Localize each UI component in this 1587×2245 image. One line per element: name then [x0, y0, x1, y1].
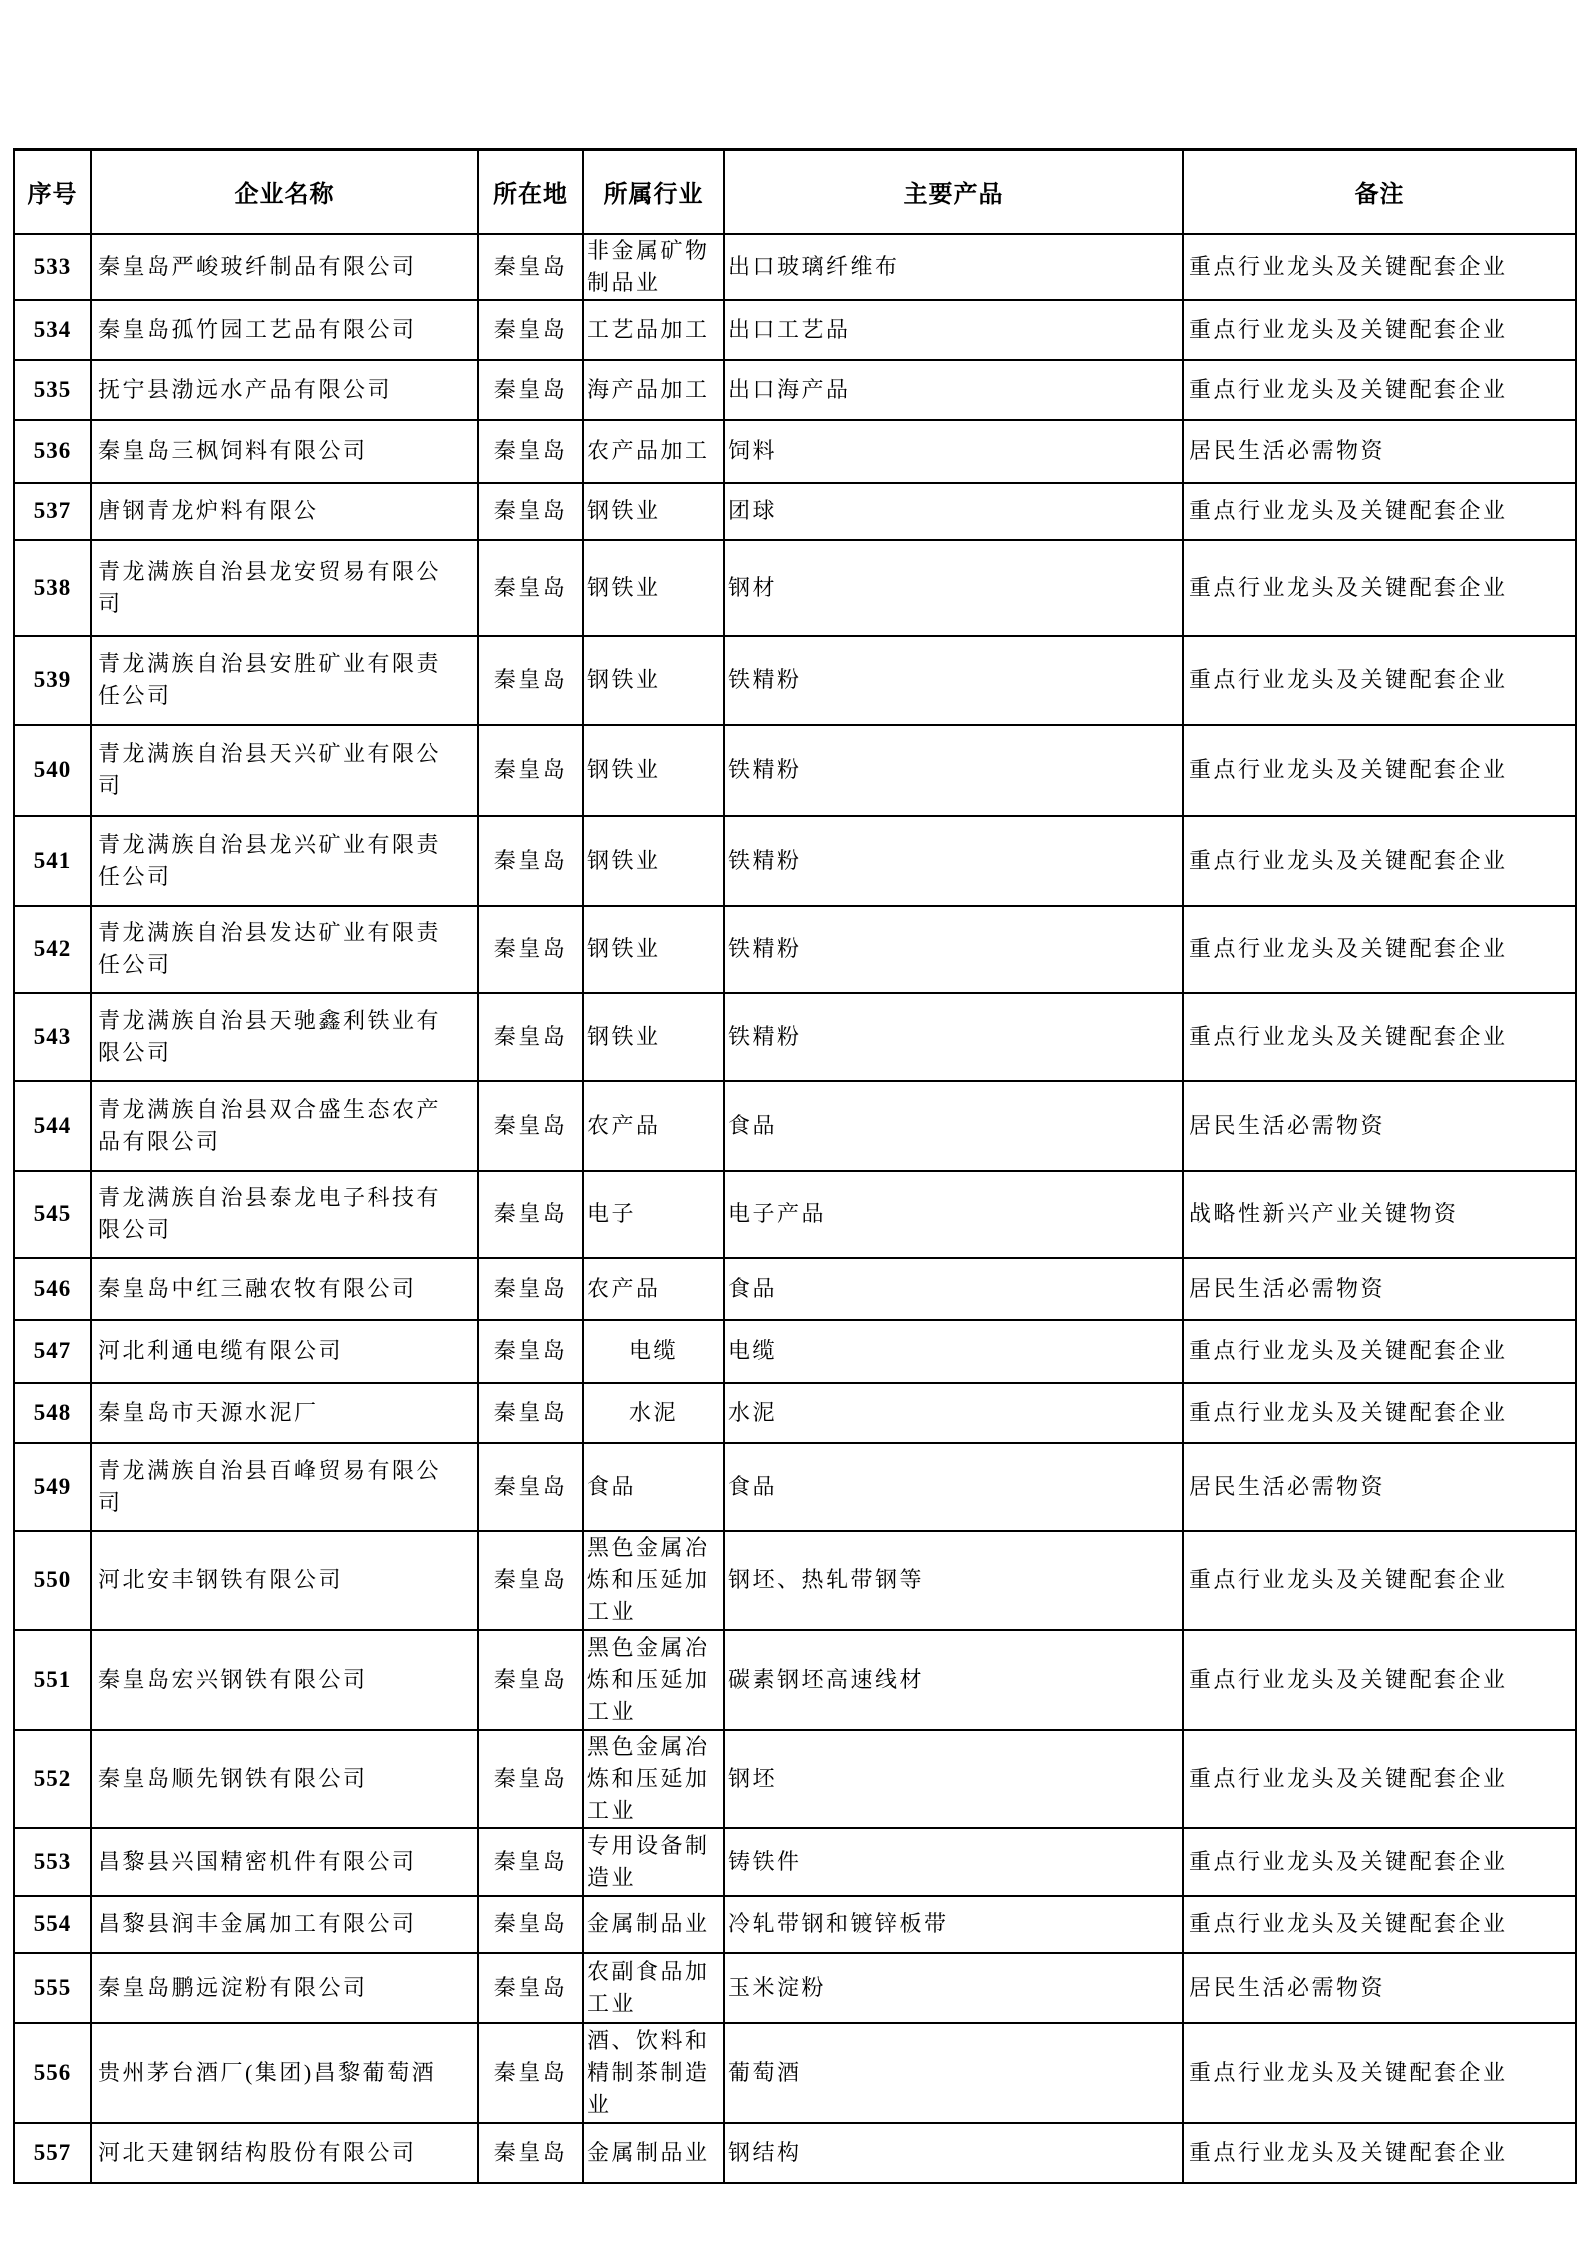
serial-cell: 537: [14, 483, 91, 540]
industry-cell: 电子: [583, 1171, 724, 1258]
industry-cell: 工艺品加工: [583, 300, 724, 360]
industry-cell: 酒、饮料和精制茶制造业: [583, 2023, 724, 2123]
company-name-cell: 河北天建钢结构股份有限公司: [91, 2123, 478, 2183]
remark-cell: 重点行业龙头及关键配套企业: [1183, 993, 1576, 1081]
table-row: [14, 1953, 1576, 2023]
location-cell: 秦皇岛: [478, 540, 583, 636]
products-cell: 钢结构: [724, 2123, 1183, 2183]
serial-cell: 534: [14, 300, 91, 360]
remark-cell: 重点行业龙头及关键配套企业: [1183, 2023, 1576, 2123]
company-name-cell: 青龙满族自治县发达矿业有限责任公司: [91, 906, 478, 993]
products-cell: 铁精粉: [724, 725, 1183, 816]
industry-cell: 非金属矿物制品业: [583, 234, 724, 300]
products-cell: 碳素钢坯高速线材: [724, 1630, 1183, 1730]
location-cell: 秦皇岛: [478, 1730, 583, 1828]
serial-cell: 542: [14, 906, 91, 993]
location-cell: 秦皇岛: [478, 1630, 583, 1730]
serial-cell: 549: [14, 1443, 91, 1531]
table-row: [14, 420, 1576, 483]
table-row: [14, 1443, 1576, 1531]
company-name-cell: 青龙满族自治县安胜矿业有限责任公司: [91, 636, 478, 725]
table-row: [14, 2123, 1576, 2183]
serial-cell: 556: [14, 2023, 91, 2123]
remark-cell: 重点行业龙头及关键配套企业: [1183, 540, 1576, 636]
serial-cell: 557: [14, 2123, 91, 2183]
serial-cell: 544: [14, 1081, 91, 1171]
location-cell: 秦皇岛: [478, 725, 583, 816]
enterprise-table: [13, 148, 1577, 2184]
location-cell: 秦皇岛: [478, 816, 583, 906]
location-cell: 秦皇岛: [478, 1443, 583, 1531]
company-name-cell: 秦皇岛市天源水泥厂: [91, 1383, 478, 1443]
products-cell: 玉米淀粉: [724, 1953, 1183, 2023]
table-row: [14, 1730, 1576, 1828]
products-cell: 铁精粉: [724, 816, 1183, 906]
remark-cell: 重点行业龙头及关键配套企业: [1183, 360, 1576, 420]
products-cell: 饲料: [724, 420, 1183, 483]
industry-cell: 金属制品业: [583, 2123, 724, 2183]
products-cell: 食品: [724, 1081, 1183, 1171]
location-cell: 秦皇岛: [478, 1531, 583, 1630]
remark-cell: 重点行业龙头及关键配套企业: [1183, 636, 1576, 725]
industry-cell: 金属制品业: [583, 1896, 724, 1953]
remark-cell: 重点行业龙头及关键配套企业: [1183, 906, 1576, 993]
products-cell: 铁精粉: [724, 906, 1183, 993]
table-row: [14, 993, 1576, 1081]
remark-cell: 重点行业龙头及关键配套企业: [1183, 1730, 1576, 1828]
table-row: [14, 725, 1576, 816]
industry-cell: 海产品加工: [583, 360, 724, 420]
table-row: [14, 1171, 1576, 1258]
company-name-cell: 青龙满族自治县天驰鑫利铁业有限公司: [91, 993, 478, 1081]
products-cell: 水泥: [724, 1383, 1183, 1443]
company-name-cell: 秦皇岛孤竹园工艺品有限公司: [91, 300, 478, 360]
serial-cell: 547: [14, 1320, 91, 1383]
products-cell: 钢坯: [724, 1730, 1183, 1828]
company-name-cell: 青龙满族自治县百峰贸易有限公司: [91, 1443, 478, 1531]
company-name-cell: 唐钢青龙炉料有限公: [91, 483, 478, 540]
products-cell: 葡萄酒: [724, 2023, 1183, 2123]
location-cell: 秦皇岛: [478, 300, 583, 360]
table-row: [14, 1320, 1576, 1383]
header-remark: 备注: [1183, 150, 1576, 234]
table-row: [14, 636, 1576, 725]
location-cell: 秦皇岛: [478, 1953, 583, 2023]
location-cell: 秦皇岛: [478, 483, 583, 540]
location-cell: 秦皇岛: [478, 1383, 583, 1443]
table-row: [14, 906, 1576, 993]
location-cell: 秦皇岛: [478, 906, 583, 993]
products-cell: 食品: [724, 1258, 1183, 1320]
table-row: [14, 1383, 1576, 1443]
location-cell: 秦皇岛: [478, 1320, 583, 1383]
industry-cell: 农产品: [583, 1258, 724, 1320]
remark-cell: 重点行业龙头及关键配套企业: [1183, 1630, 1576, 1730]
serial-cell: 535: [14, 360, 91, 420]
serial-cell: 551: [14, 1630, 91, 1730]
industry-cell: 钢铁业: [583, 725, 724, 816]
company-name-cell: 秦皇岛鹏远淀粉有限公司: [91, 1953, 478, 2023]
remark-cell: 重点行业龙头及关键配套企业: [1183, 300, 1576, 360]
remark-cell: 居民生活必需物资: [1183, 1258, 1576, 1320]
table-row: [14, 1896, 1576, 1953]
industry-cell: 农产品: [583, 1081, 724, 1171]
industry-cell: 钢铁业: [583, 540, 724, 636]
company-name-cell: 青龙满族自治县泰龙电子科技有限公司: [91, 1171, 478, 1258]
products-cell: 钢坯、热轧带钢等: [724, 1531, 1183, 1630]
industry-cell: 黑色金属冶炼和压延加工业: [583, 1531, 724, 1630]
serial-cell: 553: [14, 1828, 91, 1896]
remark-cell: 重点行业龙头及关键配套企业: [1183, 725, 1576, 816]
remark-cell: 居民生活必需物资: [1183, 1081, 1576, 1171]
company-name-cell: 河北安丰钢铁有限公司: [91, 1531, 478, 1630]
industry-cell: 农副食品加工业: [583, 1953, 724, 2023]
serial-cell: 545: [14, 1171, 91, 1258]
industry-cell: 钢铁业: [583, 906, 724, 993]
table-row: [14, 1531, 1576, 1630]
company-name-cell: 青龙满族自治县龙兴矿业有限责任公司: [91, 816, 478, 906]
company-name-cell: 秦皇岛严峻玻纤制品有限公司: [91, 234, 478, 300]
company-name-cell: 贵州茅台酒厂(集团)昌黎葡萄酒: [91, 2023, 478, 2123]
header-industry: 所属行业: [583, 150, 724, 234]
products-cell: 冷轧带钢和镀锌板带: [724, 1896, 1183, 1953]
header-serial: 序号: [14, 150, 91, 234]
remark-cell: 重点行业龙头及关键配套企业: [1183, 1828, 1576, 1896]
remark-cell: 居民生活必需物资: [1183, 1953, 1576, 2023]
serial-cell: 554: [14, 1896, 91, 1953]
table-row: [14, 540, 1576, 636]
table-row: [14, 1630, 1576, 1730]
remark-cell: 重点行业龙头及关键配套企业: [1183, 1320, 1576, 1383]
industry-cell: 黑色金属冶炼和压延加工业: [583, 1730, 724, 1828]
company-name-cell: 抚宁县渤远水产品有限公司: [91, 360, 478, 420]
serial-cell: 552: [14, 1730, 91, 1828]
serial-cell: 538: [14, 540, 91, 636]
industry-cell: 专用设备制造业: [583, 1828, 724, 1896]
industry-cell: 钢铁业: [583, 816, 724, 906]
industry-cell: 黑色金属冶炼和压延加工业: [583, 1630, 724, 1730]
table-row: [14, 1828, 1576, 1896]
products-cell: 铸铁件: [724, 1828, 1183, 1896]
company-name-cell: 秦皇岛宏兴钢铁有限公司: [91, 1630, 478, 1730]
header-location: 所在地: [478, 150, 583, 234]
table-row: [14, 234, 1576, 300]
products-cell: 电缆: [724, 1320, 1183, 1383]
industry-cell: 钢铁业: [583, 993, 724, 1081]
remark-cell: 重点行业龙头及关键配套企业: [1183, 483, 1576, 540]
serial-cell: 543: [14, 993, 91, 1081]
company-name-cell: 青龙满族自治县龙安贸易有限公司: [91, 540, 478, 636]
location-cell: 秦皇岛: [478, 360, 583, 420]
products-cell: 电子产品: [724, 1171, 1183, 1258]
header-company-name: 企业名称: [91, 150, 478, 234]
industry-cell: 食品: [583, 1443, 724, 1531]
industry-cell: 钢铁业: [583, 636, 724, 725]
remark-cell: 居民生活必需物资: [1183, 1443, 1576, 1531]
industry-cell: 水泥: [583, 1383, 724, 1443]
remark-cell: 居民生活必需物资: [1183, 420, 1576, 483]
location-cell: 秦皇岛: [478, 1258, 583, 1320]
remark-cell: 重点行业龙头及关键配套企业: [1183, 1896, 1576, 1953]
products-cell: 钢材: [724, 540, 1183, 636]
header-products: 主要产品: [724, 150, 1183, 234]
serial-cell: 540: [14, 725, 91, 816]
location-cell: 秦皇岛: [478, 636, 583, 725]
company-name-cell: 昌黎县兴国精密机件有限公司: [91, 1828, 478, 1896]
location-cell: 秦皇岛: [478, 2123, 583, 2183]
products-cell: 出口工艺品: [724, 300, 1183, 360]
company-name-cell: 秦皇岛三枫饲料有限公司: [91, 420, 478, 483]
products-cell: 食品: [724, 1443, 1183, 1531]
remark-cell: 重点行业龙头及关键配套企业: [1183, 2123, 1576, 2183]
location-cell: 秦皇岛: [478, 1081, 583, 1171]
location-cell: 秦皇岛: [478, 2023, 583, 2123]
serial-cell: 533: [14, 234, 91, 300]
serial-cell: 550: [14, 1531, 91, 1630]
company-name-cell: 昌黎县润丰金属加工有限公司: [91, 1896, 478, 1953]
remark-cell: 重点行业龙头及关键配套企业: [1183, 1531, 1576, 1630]
serial-cell: 539: [14, 636, 91, 725]
table-row: [14, 1258, 1576, 1320]
remark-cell: 重点行业龙头及关键配套企业: [1183, 234, 1576, 300]
company-name-cell: 秦皇岛中红三融农牧有限公司: [91, 1258, 478, 1320]
table-row: [14, 2023, 1576, 2123]
location-cell: 秦皇岛: [478, 993, 583, 1081]
table-row: [14, 300, 1576, 360]
products-cell: 铁精粉: [724, 993, 1183, 1081]
table-row: [14, 1081, 1576, 1171]
products-cell: 团球: [724, 483, 1183, 540]
table-row: [14, 483, 1576, 540]
industry-cell: 钢铁业: [583, 483, 724, 540]
remark-cell: 重点行业龙头及关键配套企业: [1183, 816, 1576, 906]
location-cell: 秦皇岛: [478, 234, 583, 300]
table-row: [14, 816, 1576, 906]
location-cell: 秦皇岛: [478, 1171, 583, 1258]
products-cell: 出口海产品: [724, 360, 1183, 420]
table-row: [14, 360, 1576, 420]
industry-cell: 农产品加工: [583, 420, 724, 483]
remark-cell: 战略性新兴产业关键物资: [1183, 1171, 1576, 1258]
products-cell: 铁精粉: [724, 636, 1183, 725]
serial-cell: 541: [14, 816, 91, 906]
serial-cell: 536: [14, 420, 91, 483]
company-name-cell: 河北利通电缆有限公司: [91, 1320, 478, 1383]
company-name-cell: 青龙满族自治县双合盛生态农产品有限公司: [91, 1081, 478, 1171]
serial-cell: 548: [14, 1383, 91, 1443]
remark-cell: 重点行业龙头及关键配套企业: [1183, 1383, 1576, 1443]
location-cell: 秦皇岛: [478, 1896, 583, 1953]
table-header-row: [14, 150, 1576, 234]
company-name-cell: 秦皇岛顺先钢铁有限公司: [91, 1730, 478, 1828]
products-cell: 出口玻璃纤维布: [724, 234, 1183, 300]
company-name-cell: 青龙满族自治县天兴矿业有限公司: [91, 725, 478, 816]
location-cell: 秦皇岛: [478, 420, 583, 483]
serial-cell: 555: [14, 1953, 91, 2023]
industry-cell: 电缆: [583, 1320, 724, 1383]
serial-cell: 546: [14, 1258, 91, 1320]
location-cell: 秦皇岛: [478, 1828, 583, 1896]
